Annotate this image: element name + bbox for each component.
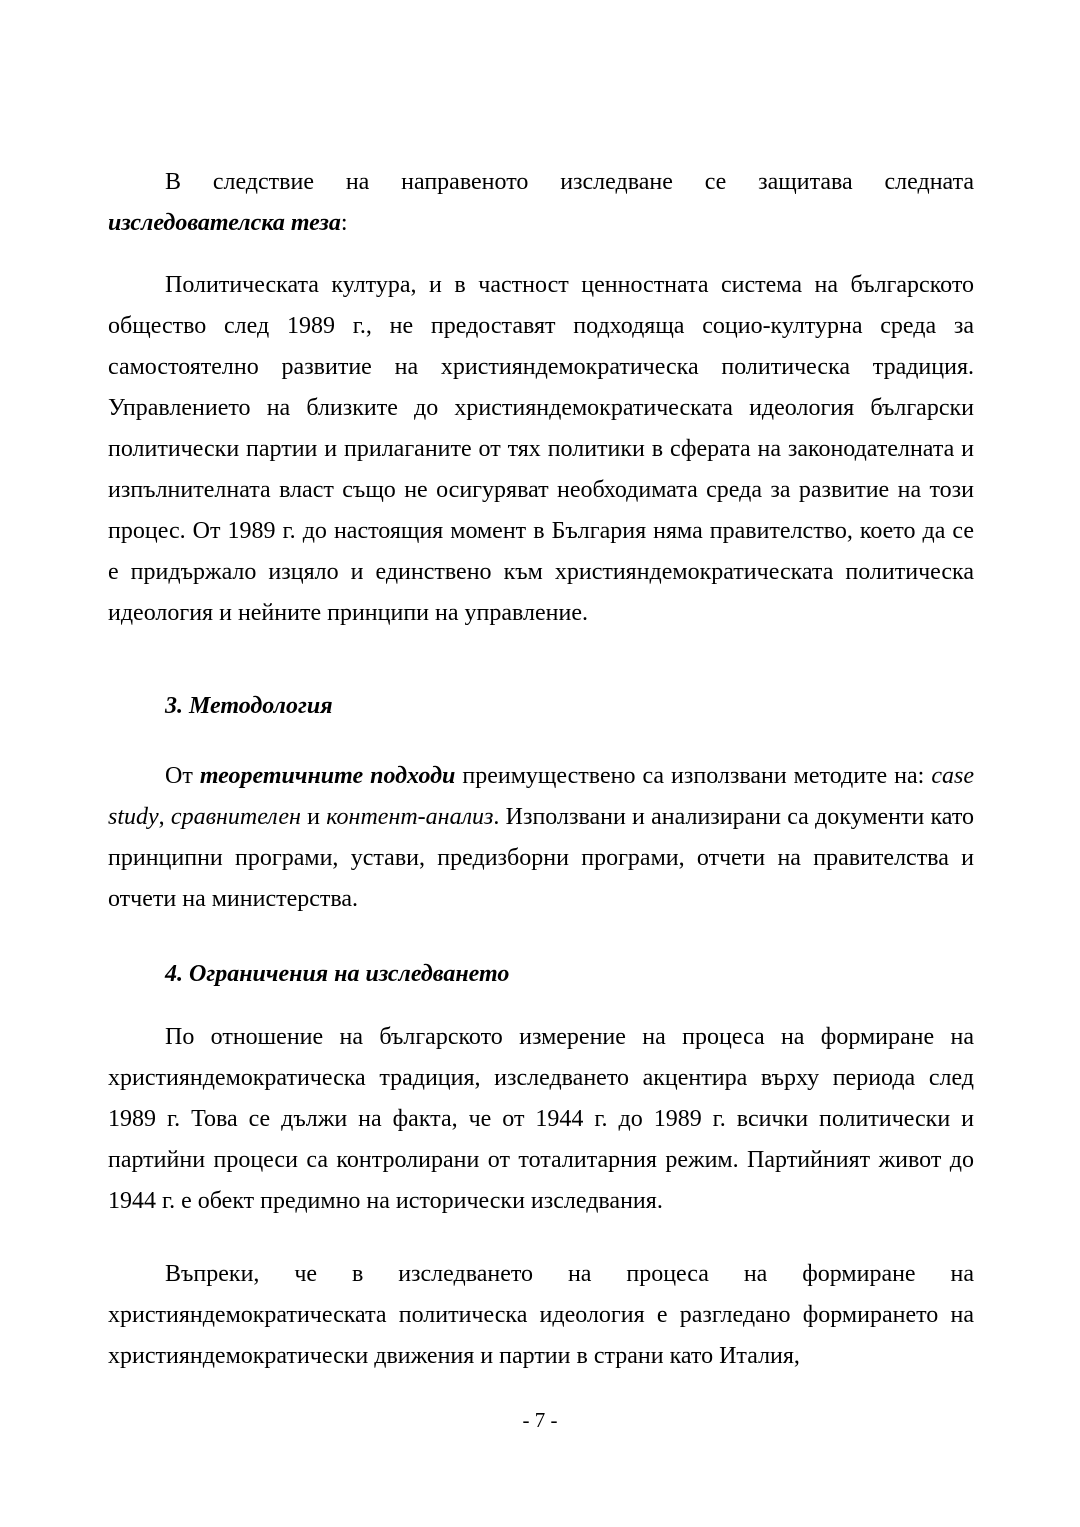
methodology-heading: 3. Методология [165, 693, 333, 719]
page-content [108, 162, 974, 1377]
method-case-study: case study [108, 763, 974, 830]
theoretical-approaches-emphasis: теоретичните подходи [199, 763, 456, 789]
thesis-paragraph: Политическата култура, и в частност ценностната система на българското общество след 1989 г., не предоставят подходяща социо-културна среда за самостоятелно развитие на християндемократическа политическа традиция. Управлението на близките до християндемократическата идеология български политически партии и прилаганите от тях политики в сферата на законодателната и изпълнителната власт също не осигуряват необходимата среда за развитие на този процес. От 1989 г. до настоящия момент в България няма правителство, което да се е придържало изцяло и единствено към християндемократическата политическа идеология и нейните принципи на управление. [108, 272, 974, 626]
closing-paragraph: Въпреки, че в изследването на процеса на формиране на християндемократическата политическа идеология е разгледано формирането на християндемократически движения и партии в страни като Италия, [108, 1261, 974, 1369]
thesis-emphasis-label: изследователска теза [108, 210, 341, 236]
methodology-run-9: . Използвани и анализирани са документи като принципни програми, устави, предизборни програми, отчети на правителства и отчети на министерства. [108, 804, 975, 912]
methodology-run-5: , [158, 804, 171, 830]
method-content-analysis: контент-анализ [326, 804, 494, 830]
method-comparative: сравнителен [170, 804, 301, 830]
methodology-run-1: От [165, 763, 200, 789]
limitations-heading: 4. Ограничения на изследването [165, 961, 510, 987]
intro-paragraph [108, 162, 974, 244]
methodology-run-3: преимуществено са използвани методите на: [455, 763, 932, 789]
limitations-paragraph: По отношение на българското измерение на процеса на формиране на християндемократическа традиция, изследването акцентира върху периода след 1989 г. Това се дължи на факта, че от 1944 г. до 1989 г. всички политически и партийни процеси са контролирани от тоталитарния режим. Партийният живот до 1944 г. е обект предимно на исторически изследвания. [108, 1024, 974, 1214]
intro-lead-text: В следствие на направеното изследване се защитава следната [165, 169, 974, 195]
page-number: - 7 - [522, 1408, 558, 1432]
methodology-paragraph [108, 756, 974, 920]
intro-colon: : [340, 210, 348, 236]
methodology-run-7: и [300, 804, 327, 830]
page-footer [0, 1408, 1080, 1433]
